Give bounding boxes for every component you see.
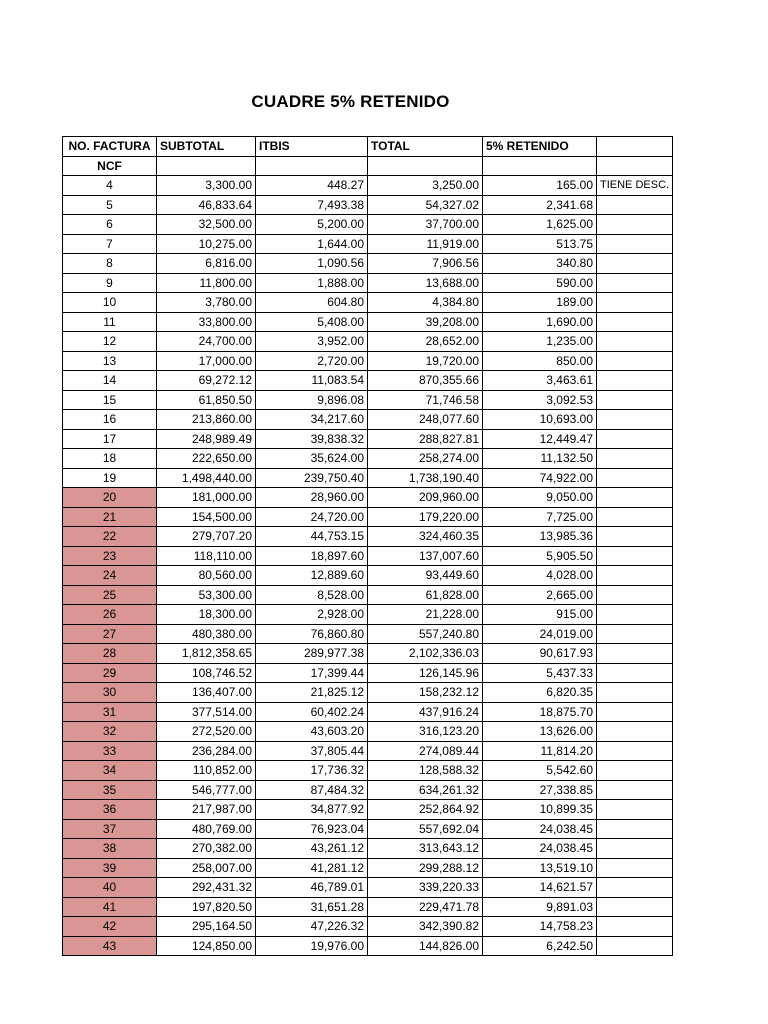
cell-note[interactable]	[597, 644, 673, 664]
cell-note[interactable]	[597, 819, 673, 839]
cell-total[interactable]: 3,250.00	[368, 176, 483, 196]
cell-total[interactable]: 1,738,190.40	[368, 468, 483, 488]
cell-subtotal[interactable]: 546,777.00	[157, 780, 256, 800]
table-row	[63, 936, 673, 956]
cell-factura[interactable]: 42	[63, 917, 157, 937]
cell-total[interactable]: 61,828.00	[368, 585, 483, 605]
table-row	[63, 195, 673, 215]
cell-note[interactable]	[597, 546, 673, 566]
table-row	[63, 585, 673, 605]
cell-factura[interactable]: 8	[63, 254, 157, 274]
cell-itbis[interactable]: 47,226.32	[256, 917, 368, 937]
header-note[interactable]	[597, 137, 673, 157]
cell-note[interactable]	[597, 429, 673, 449]
cell-subtotal[interactable]: 110,852.00	[157, 761, 256, 781]
cell-total[interactable]: 93,449.60	[368, 566, 483, 586]
cell-itbis[interactable]: 60,402.24	[256, 702, 368, 722]
cell-subtotal[interactable]: 213,860.00	[157, 410, 256, 430]
cell-itbis[interactable]: 1,644.00	[256, 234, 368, 254]
cell-retenido[interactable]: 9,050.00	[483, 488, 597, 508]
cell-retenido[interactable]: 4,028.00	[483, 566, 597, 586]
cell-itbis[interactable]: 28,960.00	[256, 488, 368, 508]
cell-itbis[interactable]: 3,952.00	[256, 332, 368, 352]
table-row	[63, 527, 673, 547]
table-row	[63, 780, 673, 800]
cell-retenido[interactable]: 5,905.50	[483, 546, 597, 566]
cell-factura[interactable]: 23	[63, 546, 157, 566]
cell-note[interactable]	[597, 702, 673, 722]
table-row	[63, 371, 673, 391]
cell-note[interactable]	[597, 566, 673, 586]
cell-itbis[interactable]: 76,860.80	[256, 624, 368, 644]
table-row	[63, 683, 673, 703]
table-body	[63, 137, 673, 956]
cell-note[interactable]	[597, 605, 673, 625]
cell-subtotal[interactable]: 181,000.00	[157, 488, 256, 508]
cell-total[interactable]: 557,692.04	[368, 819, 483, 839]
table-subheader-row	[63, 156, 673, 176]
cell-note[interactable]	[597, 741, 673, 761]
cell-note[interactable]	[597, 722, 673, 742]
cell-factura[interactable]: 19	[63, 468, 157, 488]
cell-factura[interactable]: 32	[63, 722, 157, 742]
cell-subtotal[interactable]: 17,000.00	[157, 351, 256, 371]
cell-factura[interactable]: 30	[63, 683, 157, 703]
cell-itbis[interactable]: 43,603.20	[256, 722, 368, 742]
cell-total[interactable]: 137,007.60	[368, 546, 483, 566]
cell-retenido[interactable]: 2,665.00	[483, 585, 597, 605]
cell-retenido[interactable]: 5,542.60	[483, 761, 597, 781]
cell-total[interactable]: 2,102,336.03	[368, 644, 483, 664]
cell-factura[interactable]: 21	[63, 507, 157, 527]
cell-factura[interactable]: 22	[63, 527, 157, 547]
cell-subtotal[interactable]: 222,650.00	[157, 449, 256, 469]
cell-retenido[interactable]: 24,019.00	[483, 624, 597, 644]
cell-factura[interactable]: 41	[63, 897, 157, 917]
cell-factura[interactable]: 38	[63, 839, 157, 859]
cell-itbis[interactable]: 34,217.60	[256, 410, 368, 430]
cell-subtotal[interactable]: 236,284.00	[157, 741, 256, 761]
table-row	[63, 624, 673, 644]
empty-cell[interactable]	[483, 156, 597, 176]
cell-note[interactable]	[597, 273, 673, 293]
cell-note[interactable]	[597, 585, 673, 605]
cell-retenido[interactable]: 165.00	[483, 176, 597, 196]
cell-retenido[interactable]: 2,341.68	[483, 195, 597, 215]
table-row	[63, 878, 673, 898]
cell-factura[interactable]: 9	[63, 273, 157, 293]
cell-itbis[interactable]: 239,750.40	[256, 468, 368, 488]
cell-subtotal[interactable]: 1,812,358.65	[157, 644, 256, 664]
cell-note[interactable]	[597, 663, 673, 683]
cell-total[interactable]: 313,643.12	[368, 839, 483, 859]
cell-note[interactable]	[597, 488, 673, 508]
cell-total[interactable]: 342,390.82	[368, 917, 483, 937]
cell-note[interactable]	[597, 839, 673, 859]
cell-subtotal[interactable]: 18,300.00	[157, 605, 256, 625]
cell-factura[interactable]: 31	[63, 702, 157, 722]
cell-note[interactable]	[597, 527, 673, 547]
cell-factura[interactable]: 26	[63, 605, 157, 625]
cell-factura[interactable]: 11	[63, 312, 157, 332]
cell-subtotal[interactable]: 10,275.00	[157, 234, 256, 254]
table-row	[63, 351, 673, 371]
header-retenido[interactable]: 5% RETENIDO	[483, 137, 597, 157]
cell-subtotal[interactable]: 279,707.20	[157, 527, 256, 547]
table-row	[63, 332, 673, 352]
cell-itbis[interactable]: 21,825.12	[256, 683, 368, 703]
page-title: CUADRE 5% RETENIDO	[251, 92, 450, 111]
cell-itbis[interactable]: 46,789.01	[256, 878, 368, 898]
table-row	[63, 702, 673, 722]
table-row	[63, 234, 673, 254]
table-row	[63, 546, 673, 566]
cell-total[interactable]: 870,355.66	[368, 371, 483, 391]
cell-total[interactable]: 158,232.12	[368, 683, 483, 703]
cell-itbis[interactable]: 44,753.15	[256, 527, 368, 547]
cell-note[interactable]	[597, 897, 673, 917]
cell-itbis[interactable]: 604.80	[256, 293, 368, 313]
cell-total[interactable]: 634,261.32	[368, 780, 483, 800]
cell-itbis[interactable]: 35,624.00	[256, 449, 368, 469]
retention-table	[62, 136, 673, 956]
cell-itbis[interactable]: 289,977.38	[256, 644, 368, 664]
cell-note[interactable]	[597, 371, 673, 391]
cell-total[interactable]: 288,827.81	[368, 429, 483, 449]
cell-note[interactable]	[597, 761, 673, 781]
cell-subtotal[interactable]: 248,989.49	[157, 429, 256, 449]
cell-total[interactable]: 13,688.00	[368, 273, 483, 293]
cell-total[interactable]: 179,220.00	[368, 507, 483, 527]
cell-note[interactable]	[597, 254, 673, 274]
cell-retenido[interactable]: 189.00	[483, 293, 597, 313]
table-row	[63, 293, 673, 313]
cell-total[interactable]: 557,240.80	[368, 624, 483, 644]
cell-itbis[interactable]: 24,720.00	[256, 507, 368, 527]
table-row	[63, 566, 673, 586]
cell-total[interactable]: 274,089.44	[368, 741, 483, 761]
table-row	[63, 429, 673, 449]
cell-factura[interactable]: 17	[63, 429, 157, 449]
cell-itbis[interactable]: 17,736.32	[256, 761, 368, 781]
cell-itbis[interactable]: 43,261.12	[256, 839, 368, 859]
header-subtotal[interactable]: SUBTOTAL	[157, 137, 256, 157]
table-row	[63, 897, 673, 917]
table-row	[63, 176, 673, 196]
empty-cell[interactable]	[368, 156, 483, 176]
cell-note[interactable]: TIENE DESC.	[597, 176, 673, 196]
cell-note[interactable]	[597, 390, 673, 410]
cell-retenido[interactable]: 11,814.20	[483, 741, 597, 761]
cell-factura[interactable]: 15	[63, 390, 157, 410]
cell-retenido[interactable]: 1,625.00	[483, 215, 597, 235]
cell-itbis[interactable]: 7,493.38	[256, 195, 368, 215]
cell-subtotal[interactable]: 217,987.00	[157, 800, 256, 820]
cell-total[interactable]: 54,327.02	[368, 195, 483, 215]
cell-subtotal[interactable]: 61,850.50	[157, 390, 256, 410]
cell-subtotal[interactable]: 33,800.00	[157, 312, 256, 332]
cell-total[interactable]: 28,652.00	[368, 332, 483, 352]
cell-note[interactable]	[597, 800, 673, 820]
cell-total[interactable]: 11,919.00	[368, 234, 483, 254]
header-total[interactable]: TOTAL	[368, 137, 483, 157]
cell-total[interactable]: 248,077.60	[368, 410, 483, 430]
cell-factura[interactable]: 12	[63, 332, 157, 352]
cell-retenido[interactable]: 24,038.45	[483, 819, 597, 839]
table-row	[63, 917, 673, 937]
cell-itbis[interactable]: 18,897.60	[256, 546, 368, 566]
cell-total[interactable]: 71,746.58	[368, 390, 483, 410]
cell-factura[interactable]: 13	[63, 351, 157, 371]
cell-retenido[interactable]: 1,690.00	[483, 312, 597, 332]
cell-factura[interactable]: 39	[63, 858, 157, 878]
cell-factura[interactable]: 33	[63, 741, 157, 761]
cell-note[interactable]	[597, 234, 673, 254]
cell-total[interactable]: 128,588.32	[368, 761, 483, 781]
cell-retenido[interactable]: 27,338.85	[483, 780, 597, 800]
cell-retenido[interactable]: 14,621.57	[483, 878, 597, 898]
cell-retenido[interactable]: 14,758.23	[483, 917, 597, 937]
cell-total[interactable]: 258,274.00	[368, 449, 483, 469]
cell-factura[interactable]: 10	[63, 293, 157, 313]
cell-itbis[interactable]: 19,976.00	[256, 936, 368, 956]
cell-itbis[interactable]: 87,484.32	[256, 780, 368, 800]
header-itbis[interactable]: ITBIS	[256, 137, 368, 157]
cell-subtotal[interactable]: 80,560.00	[157, 566, 256, 586]
cell-subtotal[interactable]: 480,769.00	[157, 819, 256, 839]
cell-note[interactable]	[597, 332, 673, 352]
cell-note[interactable]	[597, 468, 673, 488]
cell-factura[interactable]: 27	[63, 624, 157, 644]
cell-factura[interactable]: 14	[63, 371, 157, 391]
cell-subtotal[interactable]: 11,800.00	[157, 273, 256, 293]
cell-retenido[interactable]: 5,437.33	[483, 663, 597, 683]
cell-itbis[interactable]: 12,889.60	[256, 566, 368, 586]
cell-note[interactable]	[597, 936, 673, 956]
table-row	[63, 449, 673, 469]
cell-retenido[interactable]: 11,132.50	[483, 449, 597, 469]
cell-total[interactable]: 339,220.33	[368, 878, 483, 898]
cell-subtotal[interactable]: 46,833.64	[157, 195, 256, 215]
cell-retenido[interactable]: 590.00	[483, 273, 597, 293]
table-row	[63, 722, 673, 742]
table-row	[63, 507, 673, 527]
cell-subtotal[interactable]: 108,746.52	[157, 663, 256, 683]
cell-subtotal[interactable]: 295,164.50	[157, 917, 256, 937]
cell-retenido[interactable]: 915.00	[483, 605, 597, 625]
table-row	[63, 488, 673, 508]
cell-retenido[interactable]: 850.00	[483, 351, 597, 371]
cell-retenido[interactable]: 18,875.70	[483, 702, 597, 722]
cell-total[interactable]: 229,471.78	[368, 897, 483, 917]
cell-factura[interactable]: 43	[63, 936, 157, 956]
cell-itbis[interactable]: 1,888.00	[256, 273, 368, 293]
cell-total[interactable]: 252,864.92	[368, 800, 483, 820]
cell-retenido[interactable]: 90,617.93	[483, 644, 597, 664]
empty-cell[interactable]	[597, 156, 673, 176]
cell-itbis[interactable]: 5,200.00	[256, 215, 368, 235]
subheader-ncf[interactable]: NCF	[63, 156, 157, 176]
cell-subtotal[interactable]: 197,820.50	[157, 897, 256, 917]
cell-subtotal[interactable]: 32,500.00	[157, 215, 256, 235]
cell-note[interactable]	[597, 917, 673, 937]
table-row	[63, 605, 673, 625]
cell-itbis[interactable]: 5,408.00	[256, 312, 368, 332]
cell-total[interactable]: 19,720.00	[368, 351, 483, 371]
cell-subtotal[interactable]: 377,514.00	[157, 702, 256, 722]
table-row	[63, 254, 673, 274]
cell-retenido[interactable]: 1,235.00	[483, 332, 597, 352]
cell-retenido[interactable]: 24,038.45	[483, 839, 597, 859]
cell-note[interactable]	[597, 878, 673, 898]
cell-retenido[interactable]: 340.80	[483, 254, 597, 274]
cell-note[interactable]	[597, 195, 673, 215]
table-row	[63, 800, 673, 820]
table-row	[63, 839, 673, 859]
cell-itbis[interactable]: 76,923.04	[256, 819, 368, 839]
cell-retenido[interactable]: 13,985.36	[483, 527, 597, 547]
empty-cell[interactable]	[157, 156, 256, 176]
cell-itbis[interactable]: 31,651.28	[256, 897, 368, 917]
cell-subtotal[interactable]: 292,431.32	[157, 878, 256, 898]
cell-itbis[interactable]: 37,805.44	[256, 741, 368, 761]
cell-itbis[interactable]: 1,090.56	[256, 254, 368, 274]
cell-itbis[interactable]: 448.27	[256, 176, 368, 196]
cell-note[interactable]	[597, 351, 673, 371]
cell-note[interactable]	[597, 410, 673, 430]
cell-factura[interactable]: 29	[63, 663, 157, 683]
cell-total[interactable]: 21,228.00	[368, 605, 483, 625]
cell-retenido[interactable]: 9,891.03	[483, 897, 597, 917]
cell-subtotal[interactable]: 3,300.00	[157, 176, 256, 196]
cell-total[interactable]: 37,700.00	[368, 215, 483, 235]
cell-retenido[interactable]: 13,626.00	[483, 722, 597, 742]
cell-subtotal[interactable]: 270,382.00	[157, 839, 256, 859]
cell-retenido[interactable]: 10,693.00	[483, 410, 597, 430]
cell-note[interactable]	[597, 858, 673, 878]
cell-retenido[interactable]: 3,092.53	[483, 390, 597, 410]
table-row	[63, 410, 673, 430]
cell-itbis[interactable]: 8,528.00	[256, 585, 368, 605]
cell-itbis[interactable]: 34,877.92	[256, 800, 368, 820]
cell-note[interactable]	[597, 312, 673, 332]
cell-factura[interactable]: 5	[63, 195, 157, 215]
cell-total[interactable]: 126,145.96	[368, 663, 483, 683]
cell-retenido[interactable]: 13,519.10	[483, 858, 597, 878]
cell-retenido[interactable]: 513.75	[483, 234, 597, 254]
cell-factura[interactable]: 25	[63, 585, 157, 605]
table-row	[63, 215, 673, 235]
cell-total[interactable]: 316,123.20	[368, 722, 483, 742]
cell-retenido[interactable]: 10,899.35	[483, 800, 597, 820]
cell-total[interactable]: 39,208.00	[368, 312, 483, 332]
cell-note[interactable]	[597, 780, 673, 800]
cell-retenido[interactable]: 7,725.00	[483, 507, 597, 527]
cell-subtotal[interactable]: 154,500.00	[157, 507, 256, 527]
cell-total[interactable]: 4,384.80	[368, 293, 483, 313]
empty-cell[interactable]	[256, 156, 368, 176]
cell-itbis[interactable]: 2,928.00	[256, 605, 368, 625]
cell-subtotal[interactable]: 258,007.00	[157, 858, 256, 878]
table-row	[63, 819, 673, 839]
header-factura[interactable]: NO. FACTURA	[63, 137, 157, 157]
table-row	[63, 468, 673, 488]
cell-total[interactable]: 324,460.35	[368, 527, 483, 547]
table-row	[63, 390, 673, 410]
cell-subtotal[interactable]: 480,380.00	[157, 624, 256, 644]
table-header-row	[63, 137, 673, 157]
cell-subtotal[interactable]: 124,850.00	[157, 936, 256, 956]
table-row	[63, 273, 673, 293]
cell-itbis[interactable]: 2,720.00	[256, 351, 368, 371]
cell-note[interactable]	[597, 215, 673, 235]
cell-note[interactable]	[597, 293, 673, 313]
cell-factura[interactable]: 24	[63, 566, 157, 586]
cell-retenido[interactable]: 74,922.00	[483, 468, 597, 488]
cell-subtotal[interactable]: 118,110.00	[157, 546, 256, 566]
cell-factura[interactable]: 16	[63, 410, 157, 430]
cell-retenido[interactable]: 3,463.61	[483, 371, 597, 391]
cell-itbis[interactable]: 9,896.08	[256, 390, 368, 410]
table-row	[63, 644, 673, 664]
cell-subtotal[interactable]: 1,498,440.00	[157, 468, 256, 488]
cell-factura[interactable]: 37	[63, 819, 157, 839]
cell-factura[interactable]: 6	[63, 215, 157, 235]
cell-factura[interactable]: 28	[63, 644, 157, 664]
cell-factura[interactable]: 18	[63, 449, 157, 469]
table-row	[63, 858, 673, 878]
table-row	[63, 312, 673, 332]
cell-subtotal[interactable]: 53,300.00	[157, 585, 256, 605]
cell-itbis[interactable]: 39,838.32	[256, 429, 368, 449]
cell-retenido[interactable]: 6,820.35	[483, 683, 597, 703]
cell-note[interactable]	[597, 683, 673, 703]
cell-factura[interactable]: 20	[63, 488, 157, 508]
cell-subtotal[interactable]: 272,520.00	[157, 722, 256, 742]
cell-note[interactable]	[597, 507, 673, 527]
cell-note[interactable]	[597, 449, 673, 469]
cell-retenido[interactable]: 12,449.47	[483, 429, 597, 449]
table-row	[63, 761, 673, 781]
cell-subtotal[interactable]: 136,407.00	[157, 683, 256, 703]
cell-factura[interactable]: 7	[63, 234, 157, 254]
cell-total[interactable]: 144,826.00	[368, 936, 483, 956]
cell-factura[interactable]: 34	[63, 761, 157, 781]
table-row	[63, 663, 673, 683]
cell-total[interactable]: 7,906.56	[368, 254, 483, 274]
cell-itbis[interactable]: 41,281.12	[256, 858, 368, 878]
cell-total[interactable]: 437,916.24	[368, 702, 483, 722]
cell-total[interactable]: 209,960.00	[368, 488, 483, 508]
cell-itbis[interactable]: 11,083.54	[256, 371, 368, 391]
table-row	[63, 741, 673, 761]
cell-factura[interactable]: 4	[63, 176, 157, 196]
cell-itbis[interactable]: 17,399.44	[256, 663, 368, 683]
cell-total[interactable]: 299,288.12	[368, 858, 483, 878]
cell-subtotal[interactable]: 24,700.00	[157, 332, 256, 352]
cell-factura[interactable]: 35	[63, 780, 157, 800]
cell-subtotal[interactable]: 69,272.12	[157, 371, 256, 391]
cell-note[interactable]	[597, 624, 673, 644]
cell-factura[interactable]: 40	[63, 878, 157, 898]
cell-retenido[interactable]: 6,242.50	[483, 936, 597, 956]
cell-factura[interactable]: 36	[63, 800, 157, 820]
cell-subtotal[interactable]: 3,780.00	[157, 293, 256, 313]
cell-subtotal[interactable]: 6,816.00	[157, 254, 256, 274]
